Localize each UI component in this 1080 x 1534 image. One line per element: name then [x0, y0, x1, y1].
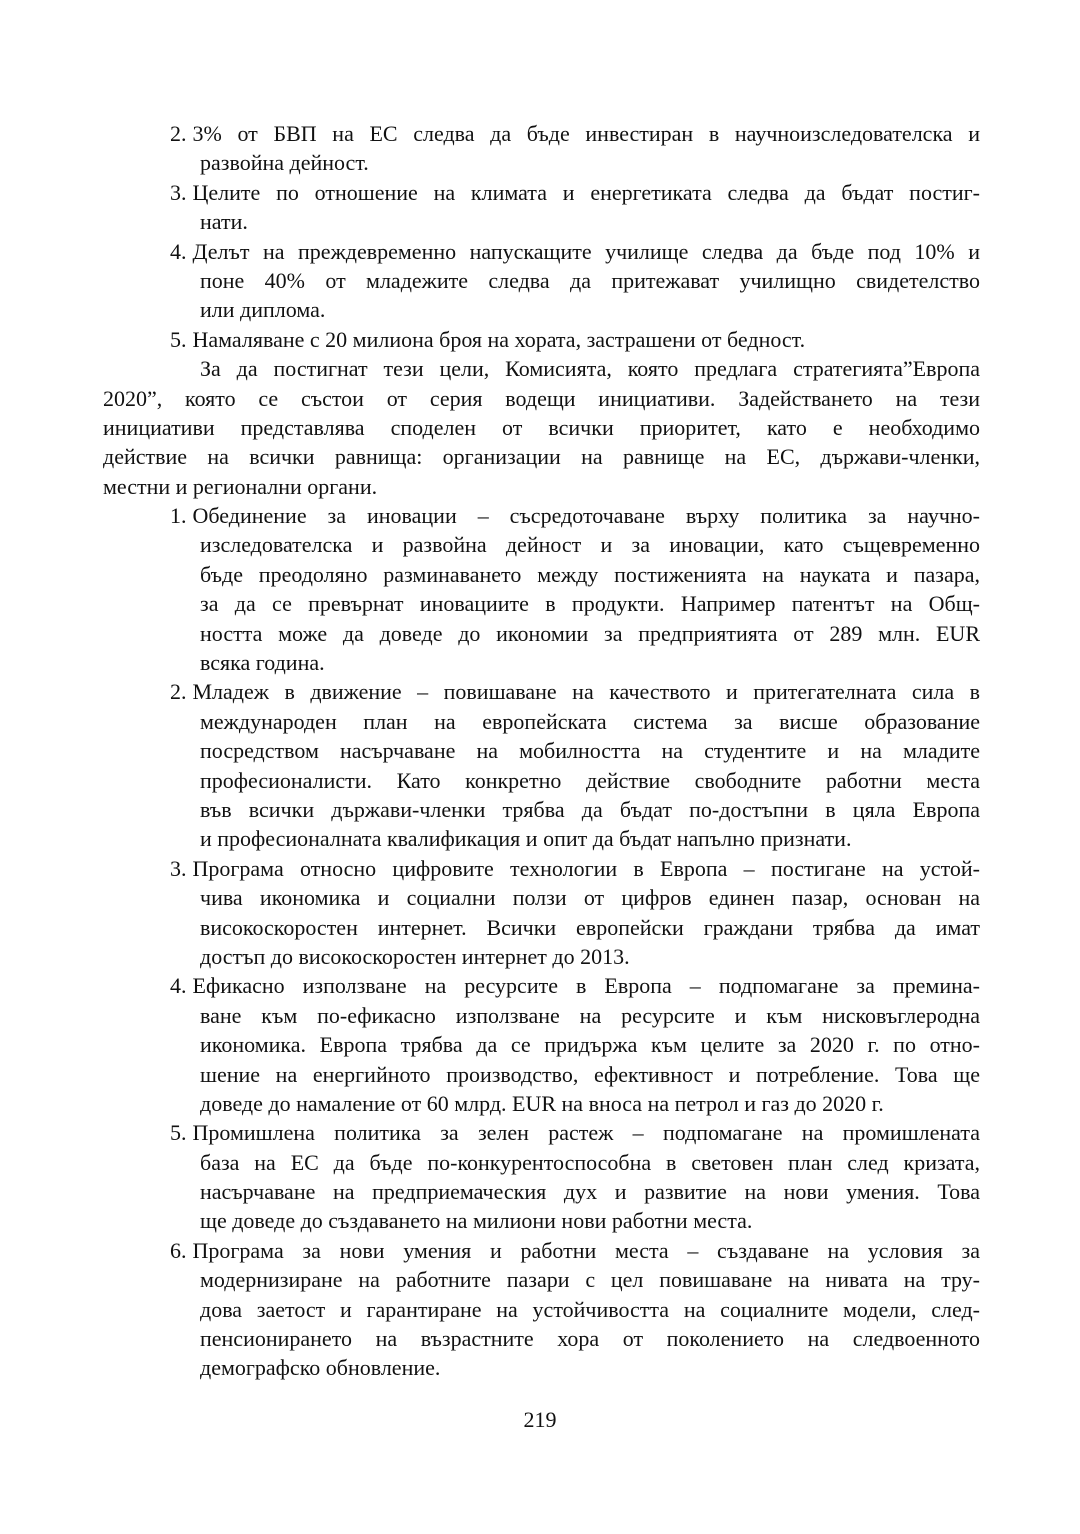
- list-item-line: база на ЕС да бъде по-конкурентоспособна в световен план след кризата,: [200, 1149, 980, 1175]
- list-item-text: Младеж в движение – повишаване на качеството и притегателната сила в: [192, 679, 980, 705]
- list-item-line: бъде преодоляно разминаването между постиженията на науката и пазара,: [200, 561, 980, 587]
- list-item-number: 5.: [170, 326, 187, 352]
- initiative-item: [103, 971, 980, 1118]
- list-item-text: Промишлена политика за зелен растеж – подпомагане на промишлената: [192, 1120, 980, 1146]
- list-item-first-line: [170, 237, 980, 266]
- list-item-line: посредством насърчаване на мобилността на студентите и на младите: [200, 738, 980, 764]
- list-item-number: 1.: [170, 503, 187, 529]
- paragraph-line: За да постигнат тези цели, Комисията, която предлага стратегията”Европа: [200, 356, 980, 382]
- list-item-line: поне 40% от младежите следва да притежават училищно свидетелство: [200, 267, 980, 293]
- list-item-line: професионалисти. Като конкретно действие свободните работни места: [200, 767, 980, 793]
- list-item-line: или диплома.: [200, 297, 326, 323]
- list-item-text: Делът на преждевременно напускащите училище следва да бъде под 10% и: [192, 238, 980, 264]
- list-item-line: дова заетост и гарантиране на устойчивостта на социалните модели, след-: [200, 1296, 980, 1322]
- initiative-item: [103, 854, 980, 972]
- list-item-first-line: [170, 119, 980, 148]
- page-number: 219: [523, 1407, 557, 1432]
- goal-item: [103, 325, 980, 354]
- list-item-first-line: [170, 501, 980, 530]
- paragraph-line: местни и регионални органи.: [103, 473, 378, 499]
- list-item-number: 6.: [170, 1237, 187, 1263]
- list-item-text: Обединение за иновации – съсредоточаване върху политика за научно-: [192, 503, 980, 529]
- goal-item: [103, 237, 980, 325]
- list-item-first-line: [170, 178, 980, 207]
- list-item-text: Програма за нови умения и работни места – създаване на условия за: [192, 1237, 980, 1263]
- list-item-line: икономика. Европа трябва да се придържа към целите за 2020 г. по отно-: [200, 1032, 980, 1058]
- list-item-line: и професионалната квалификация и опит да бъдат напълно признати.: [200, 826, 852, 852]
- list-item-line: международен план на европейската система за висше образование: [200, 708, 980, 734]
- list-item-line: изследователска и развойна дейност и за иновации, като същевременно: [200, 532, 980, 558]
- list-item-number: 4.: [170, 973, 187, 999]
- list-item-line: ще доведе до създаването на милиони нови работни места.: [200, 1208, 753, 1234]
- list-item-line: ността може да доведе до икономии за предприятията от 289 млн. EUR: [200, 620, 980, 646]
- initiative-item: [103, 1118, 980, 1236]
- paragraph-line: инициативи представлява споделен от всички приоритет, като е необходимо: [103, 414, 980, 440]
- list-item-line: модернизиране на работните пазари с цел повишаване на нивата на тру-: [200, 1267, 980, 1293]
- list-item-line: доведе до намаление от 60 млрд. EUR на вноса на петрол и газ до 2020 г.: [200, 1090, 884, 1116]
- list-item-text: Ефикасно използване на ресурсите в Европа – подпомагане за премина-: [192, 973, 980, 999]
- list-item-line: демографско обновление.: [200, 1355, 441, 1381]
- list-item-line: достъп до високоскоростен интернет до 2013.: [200, 943, 630, 969]
- list-item-number: 2.: [170, 121, 187, 146]
- list-item-text: 3% от БВП на ЕС следва да бъде инвестиран в научноизследователска и: [192, 121, 980, 146]
- list-item-number: 3.: [170, 179, 187, 205]
- list-item-text: Целите по отношение на климата и енергетиката следва да бъдат постиг-: [192, 179, 980, 205]
- list-item-first-line: [170, 971, 980, 1000]
- list-item-line: нати.: [200, 209, 248, 235]
- initiative-item: [103, 501, 980, 677]
- initiative-item: [103, 1236, 980, 1383]
- list-item-number: 2.: [170, 679, 187, 705]
- list-item-number: 4.: [170, 238, 187, 264]
- list-item-line: във всички държави-членки трябва да бъдат по-достъпни в цяла Европа: [200, 796, 980, 822]
- list-item-line: насърчаване на предприемаческия дух и развитие на нови умения. Това: [200, 1179, 980, 1205]
- list-item-first-line: [170, 677, 980, 706]
- list-item-line: пенсионирането на възрастните хора от поколението на следвоенното: [200, 1326, 980, 1352]
- list-item-line: ване към по-ефикасно използване на ресурсите и към нисковъглеродна: [200, 1002, 980, 1028]
- paragraph-line: действие на всички равнища: организации на равнище на ЕС, държави-членки,: [103, 444, 980, 470]
- list-item-text: Намаляване с 20 милиона броя на хората, застрашени от бедност.: [192, 326, 806, 352]
- goal-item: [103, 119, 980, 178]
- list-item-first-line: [170, 1236, 980, 1265]
- list-item-line: шение на енергийното производство, ефективност и потребление. Това ще: [200, 1061, 980, 1087]
- list-item-line: всяка година.: [200, 650, 325, 676]
- list-item-line: високоскоростен интернет. Всички европейски граждани трябва да имат: [200, 914, 980, 940]
- list-item-line: развойна дейност.: [200, 150, 369, 176]
- list-item-text: Програма относно цифровите технологии в Европа – постигане на устой-: [192, 855, 980, 881]
- list-item-first-line: [170, 325, 980, 354]
- list-item-number: 3.: [170, 855, 187, 881]
- strategy-paragraph: [103, 354, 980, 501]
- list-item-first-line: [170, 854, 980, 883]
- list-item-line: за да се превърнат иновациите в продукти. Например патентът на Общ-: [200, 591, 980, 617]
- page-body: [103, 119, 980, 1383]
- initiative-item: [103, 677, 980, 853]
- paragraph-line: 2020”, която се състои от серия водещи инициативи. Задействането на тези: [103, 385, 980, 411]
- list-item-number: 5.: [170, 1120, 187, 1146]
- list-item-first-line: [170, 1118, 980, 1147]
- goal-item: [103, 178, 980, 237]
- list-item-line: чива икономика и социални ползи от цифров единен пазар, основан на: [200, 885, 980, 911]
